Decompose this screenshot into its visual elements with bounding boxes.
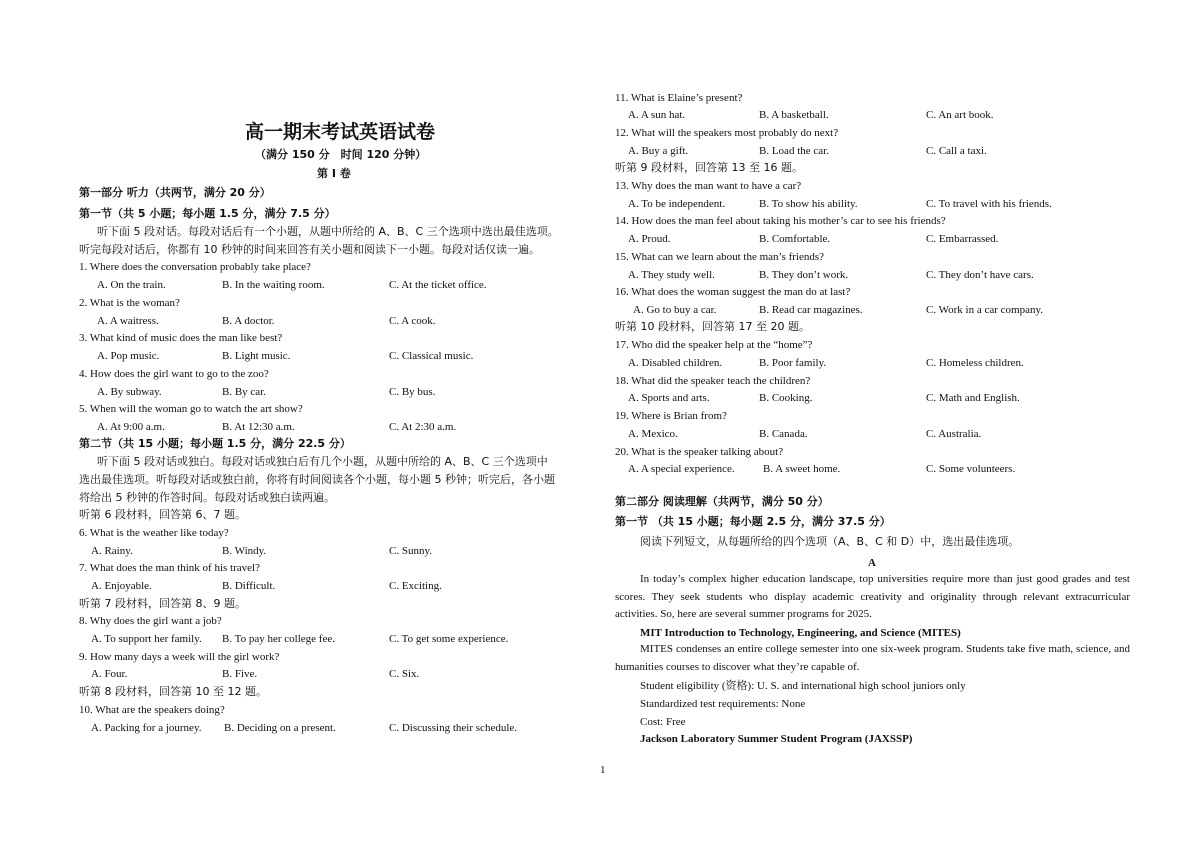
q7-option-a: A. Enjoyable. — [91, 580, 152, 592]
section1-instruction-line1: 听下面 5 段对话。每段对话后有一个小题，从题中所给的 A、B、C 三个选项中选出最佳选项。 — [97, 225, 559, 238]
section2-instruction-line2: 选出最佳选项。听每段对话或独白前，你将有时间阅读各个小题，每小题 5 秒钟；听完后，各小题 — [79, 473, 555, 486]
q20-option-c: C. Some volunteers. — [926, 463, 1016, 475]
q9-option-b: B. Five. — [222, 668, 258, 680]
part2-section1-heading: 第一节 （共 15 小题；每小题 2.5 分，满分 37.5 分） — [615, 515, 891, 528]
material-8-note: 听第 8 段材料，回答第 10 至 12 题。 — [79, 685, 267, 698]
q6-option-b: B. Windy. — [222, 545, 267, 557]
q16-option-b: B. Read car magazines. — [759, 304, 863, 316]
volume-label: 第 I 卷 — [317, 167, 351, 180]
q19-option-b: B. Canada. — [759, 428, 808, 440]
q10-option-c: C. Discussing their schedule. — [389, 722, 518, 734]
q8-option-c: C. To get some experience. — [389, 633, 509, 645]
reading-instruction: 阅读下列短文，从每题所给的四个选项（A、B、C 和 D）中，选出最佳选项。 — [640, 535, 1020, 548]
question-20: 20. What is the speaker talking about? — [615, 446, 784, 458]
q19-option-a: A. Mexico. — [628, 428, 678, 440]
q17-option-c: C. Homeless children. — [926, 357, 1024, 369]
question-16: 16. What does the woman suggest the man do at last? — [615, 286, 851, 298]
q8-option-b: B. To pay her college fee. — [222, 633, 335, 645]
question-18: 18. What did the speaker teach the children? — [615, 375, 811, 387]
q5-option-c: C. At 2:30 a.m. — [389, 421, 457, 433]
q10-option-a: A. Packing for a journey. — [91, 722, 202, 734]
q14-option-b: B. Comfortable. — [759, 233, 831, 245]
part1-heading: 第一部分 听力（共两节，满分 20 分） — [79, 186, 271, 199]
material-10-note: 听第 10 段材料，回答第 17 至 20 题。 — [615, 320, 810, 333]
q16-option-c: C. Work in a car company. — [926, 304, 1044, 316]
q2-option-c: C. A cook. — [389, 315, 436, 327]
q6-option-c: C. Sunny. — [389, 545, 432, 557]
q4-option-c: C. By bus. — [389, 386, 436, 398]
question-12: 12. What will the speakers most probably do next? — [615, 127, 839, 139]
q9-option-c: C. Six. — [389, 668, 420, 680]
question-9: 9. How many days a week will the girl work? — [79, 651, 280, 663]
exam-title: 高一期末考试英语试卷 — [245, 121, 436, 143]
q17-option-b: B. Poor family. — [759, 357, 827, 369]
q5-option-b: B. At 12:30 a.m. — [222, 421, 295, 433]
q12-option-a: A. Buy a gift. — [628, 145, 689, 157]
q14-option-c: C. Embarrassed. — [926, 233, 999, 245]
q11-option-c: C. An art book. — [926, 109, 994, 121]
q11-option-b: B. A basketball. — [759, 109, 829, 121]
q2-option-a: A. A waitress. — [97, 315, 159, 327]
q4-option-a: A. By subway. — [97, 386, 162, 398]
q3-option-c: C. Classical music. — [389, 350, 474, 362]
section2-instruction-line1: 听下面 5 段对话或独白。每段对话或独白后有几个小题，从题中所给的 A、B、C 三个选项中 — [97, 455, 548, 468]
q13-option-a: A. To be independent. — [628, 198, 726, 210]
q18-option-b: B. Cooking. — [759, 392, 813, 404]
page-number: 1 — [600, 764, 606, 776]
q2-option-b: B. A doctor. — [222, 315, 275, 327]
passage-intro: In today’s complex higher education landscape, top universities require more than just good grades and test scores. They seek students who display academic creativity and originality through relevant extracurricular activities. So, here are several summer programs for 2025. — [615, 573, 1130, 621]
q12-option-c: C. Call a taxi. — [926, 145, 987, 157]
question-4: 4. How does the girl want to go to the zoo? — [79, 368, 269, 380]
question-14: 14. How does the man feel about taking his mother’s car to see his friends? — [615, 215, 946, 227]
q14-option-a: A. Proud. — [628, 233, 671, 245]
part2-heading: 第二部分 阅读理解（共两节，满分 50 分） — [615, 495, 829, 508]
material-7-note: 听第 7 段材料，回答第 8、9 题。 — [79, 597, 246, 610]
q1-option-a: A. On the train. — [97, 279, 166, 291]
q13-option-c: C. To travel with his friends. — [926, 198, 1052, 210]
q15-option-c: C. They don’t have cars. — [926, 269, 1034, 281]
q19-option-c: C. Australia. — [926, 428, 982, 440]
q18-option-c: C. Math and English. — [926, 392, 1020, 404]
question-2: 2. What is the woman? — [79, 297, 180, 309]
q15-option-a: A. They study well. — [628, 269, 715, 281]
section2-instruction-line3: 将给出 5 秒钟的作答时间。每段对话或独白读两遍。 — [79, 491, 335, 504]
q6-option-a: A. Rainy. — [91, 545, 133, 557]
question-6: 6. What is the weather like today? — [79, 527, 229, 539]
exam-subtitle: （满分 150 分 时间 120 分钟） — [255, 148, 427, 161]
q1-option-c: C. At the ticket office. — [389, 279, 487, 291]
program1-title: MIT Introduction to Technology, Engineering, and Science (MITES) — [640, 627, 961, 639]
program1-cost: Cost: Free — [640, 716, 686, 728]
passage-letter: A — [868, 557, 876, 569]
program1-description: MITES condenses an entire college semester into one six-week program. Students take five math, science, and humanities courses to discover what they’re capable of. — [615, 643, 1130, 673]
material-9-note: 听第 9 段材料，回答第 13 至 16 题。 — [615, 161, 803, 174]
q13-option-b: B. To show his ability. — [759, 198, 858, 210]
question-10: 10. What are the speakers doing? — [79, 704, 225, 716]
q9-option-a: A. Four. — [91, 668, 128, 680]
part1-section2-heading: 第二节（共 15 小题；每小题 1.5 分，满分 22.5 分） — [79, 437, 351, 450]
program1-eligibility: Student eligibility (资格): U. S. and international high school juniors only — [640, 680, 966, 692]
q12-option-b: B. Load the car. — [759, 145, 829, 157]
q10-option-b: B. Deciding on a present. — [224, 722, 336, 734]
q8-option-a: A. To support her family. — [91, 633, 202, 645]
question-7: 7. What does the man think of his travel? — [79, 562, 260, 574]
question-13: 13. Why does the man want to have a car? — [615, 180, 802, 192]
q18-option-a: A. Sports and arts. — [628, 392, 710, 404]
program2-title: Jackson Laboratory Summer Student Program (JAXSSP) — [640, 733, 913, 745]
question-19: 19. Where is Brian from? — [615, 410, 727, 422]
part1-section1-heading: 第一节（共 5 小题；每小题 1.5 分，满分 7.5 分） — [79, 207, 336, 220]
material-6-note: 听第 6 段材料，回答第 6、7 题。 — [79, 508, 246, 521]
q5-option-a: A. At 9:00 a.m. — [97, 421, 165, 433]
q7-option-b: B. Difficult. — [222, 580, 276, 592]
q7-option-c: C. Exciting. — [389, 580, 442, 592]
q1-option-b: B. In the waiting room. — [222, 279, 325, 291]
q20-option-a: A. A special experience. — [628, 463, 735, 475]
question-11: 11. What is Elaine’s present? — [615, 92, 743, 104]
q3-option-a: A. Pop music. — [97, 350, 160, 362]
q20-option-b: B. A sweet home. — [763, 463, 841, 475]
question-15: 15. What can we learn about the man’s friends? — [615, 251, 825, 263]
question-17: 17. Who did the speaker help at the “home”? — [615, 339, 813, 351]
program1-test-requirements: Standardized test requirements: None — [640, 698, 806, 710]
section1-instruction-line2: 听完每段对话后，你都有 10 秒钟的时间来回答有关小题和阅读下一小题。每段对话仅读一遍。 — [79, 243, 540, 256]
question-5: 5. When will the woman go to watch the art show? — [79, 403, 303, 415]
q4-option-b: B. By car. — [222, 386, 266, 398]
q11-option-a: A. A sun hat. — [628, 109, 686, 121]
question-3: 3. What kind of music does the man like best? — [79, 332, 283, 344]
question-1: 1. Where does the conversation probably take place? — [79, 261, 311, 273]
q17-option-a: A. Disabled children. — [628, 357, 723, 369]
q3-option-b: B. Light music. — [222, 350, 291, 362]
q16-option-a: A. Go to buy a car. — [633, 304, 717, 316]
q15-option-b: B. They don’t work. — [759, 269, 849, 281]
question-8: 8. Why does the girl want a job? — [79, 615, 222, 627]
